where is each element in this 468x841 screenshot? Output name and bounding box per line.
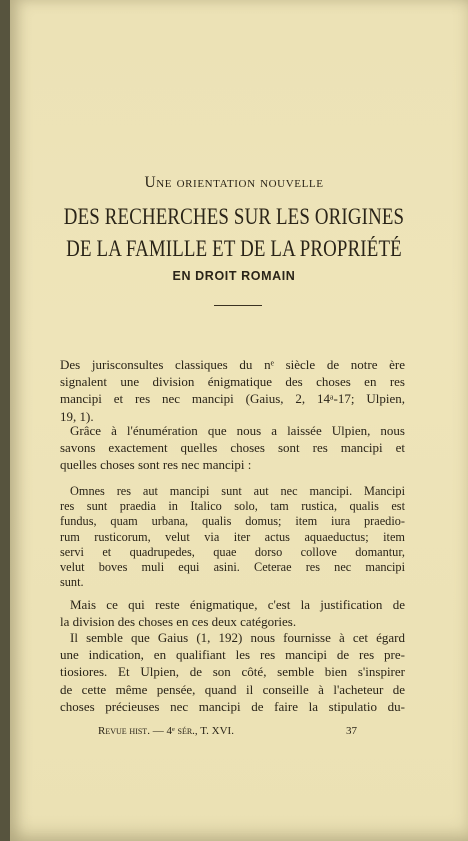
quote-line: sunt. — [60, 575, 84, 590]
paragraph-line: choses précieuses nec mancipi de faire la stipulatio du- — [60, 698, 405, 714]
page-number: 37 — [346, 725, 357, 737]
quote-line: servi et quadrupedes, quae dorso collove domantur, — [60, 544, 405, 559]
quote-line: res sunt praedia in Italico solo, tam rustica, qualis est — [60, 499, 405, 514]
paragraph-line: Des jurisconsultes classiques du nᵉ siècle de notre ère — [60, 357, 405, 372]
paragraph-line: mancipi et res nec mancipi (Gaius, 2, 14ᵃ-17; Ulpien, — [60, 391, 405, 407]
quote-line: velut boves muli equi asini. Ceterae res nec mancipi — [60, 560, 405, 575]
paragraph-line: la division des choses en ces deux catégories. — [60, 614, 297, 630]
paragraph-line: 19, 1). — [60, 408, 94, 424]
paragraph-3 — [60, 596, 405, 630]
paragraph-line: signalent une division énigmatique des choses en res — [60, 374, 405, 390]
paragraph-line: quelles choses sont res nec mancipi : — [60, 457, 252, 473]
paragraph-4 — [60, 629, 405, 715]
title-divider — [214, 305, 262, 306]
paragraph-line: tiosiores. Et Ulpien, de son côté, semble bien s'inspirer — [60, 664, 405, 680]
paragraph-2 — [60, 422, 405, 474]
paragraph-line: une indication, en qualifiant les res mancipi de res pre- — [60, 647, 405, 663]
paragraph-line: Grâce à l'énumération que nous a laissée Ulpien, nous — [70, 423, 405, 438]
paragraph-1 — [60, 356, 405, 425]
page-footer — [98, 725, 398, 741]
paragraph-line: Il semble que Gaius (1, 192) nous fournisse à cet égard — [70, 630, 405, 645]
title-line-2: DE LA FAMILLE ET DE LA PROPRIÉTÉ — [66, 236, 402, 261]
quote-line: rum rusticorum, velut via iter actus aquaeductus; item — [60, 529, 405, 544]
title-line-1: DES RECHERCHES SUR LES ORIGINES — [63, 204, 405, 229]
scan-edge — [0, 0, 10, 841]
paragraph-line: de cette même pensée, quand il conseille à l'acheteur de — [60, 681, 405, 697]
latin-quotation — [60, 484, 405, 590]
quote-line: Omnes res aut mancipi sunt aut nec mancipi. Mancipi — [70, 484, 405, 498]
quote-line: fundus, quam urbana, qualis domus; item iura praedio- — [60, 514, 405, 529]
article-subtitle: EN DROIT ROMAIN — [172, 269, 296, 283]
article-kicker: Une orientation nouvelle — [144, 174, 324, 191]
journal-reference: Revue hist. — 4ᵉ sér., T. XVI. — [98, 725, 234, 737]
paragraph-line: savons exactement quelles choses sont res mancipi et — [60, 440, 405, 456]
paragraph-line: Mais ce qui reste énigmatique, c'est la justification de — [70, 597, 405, 612]
